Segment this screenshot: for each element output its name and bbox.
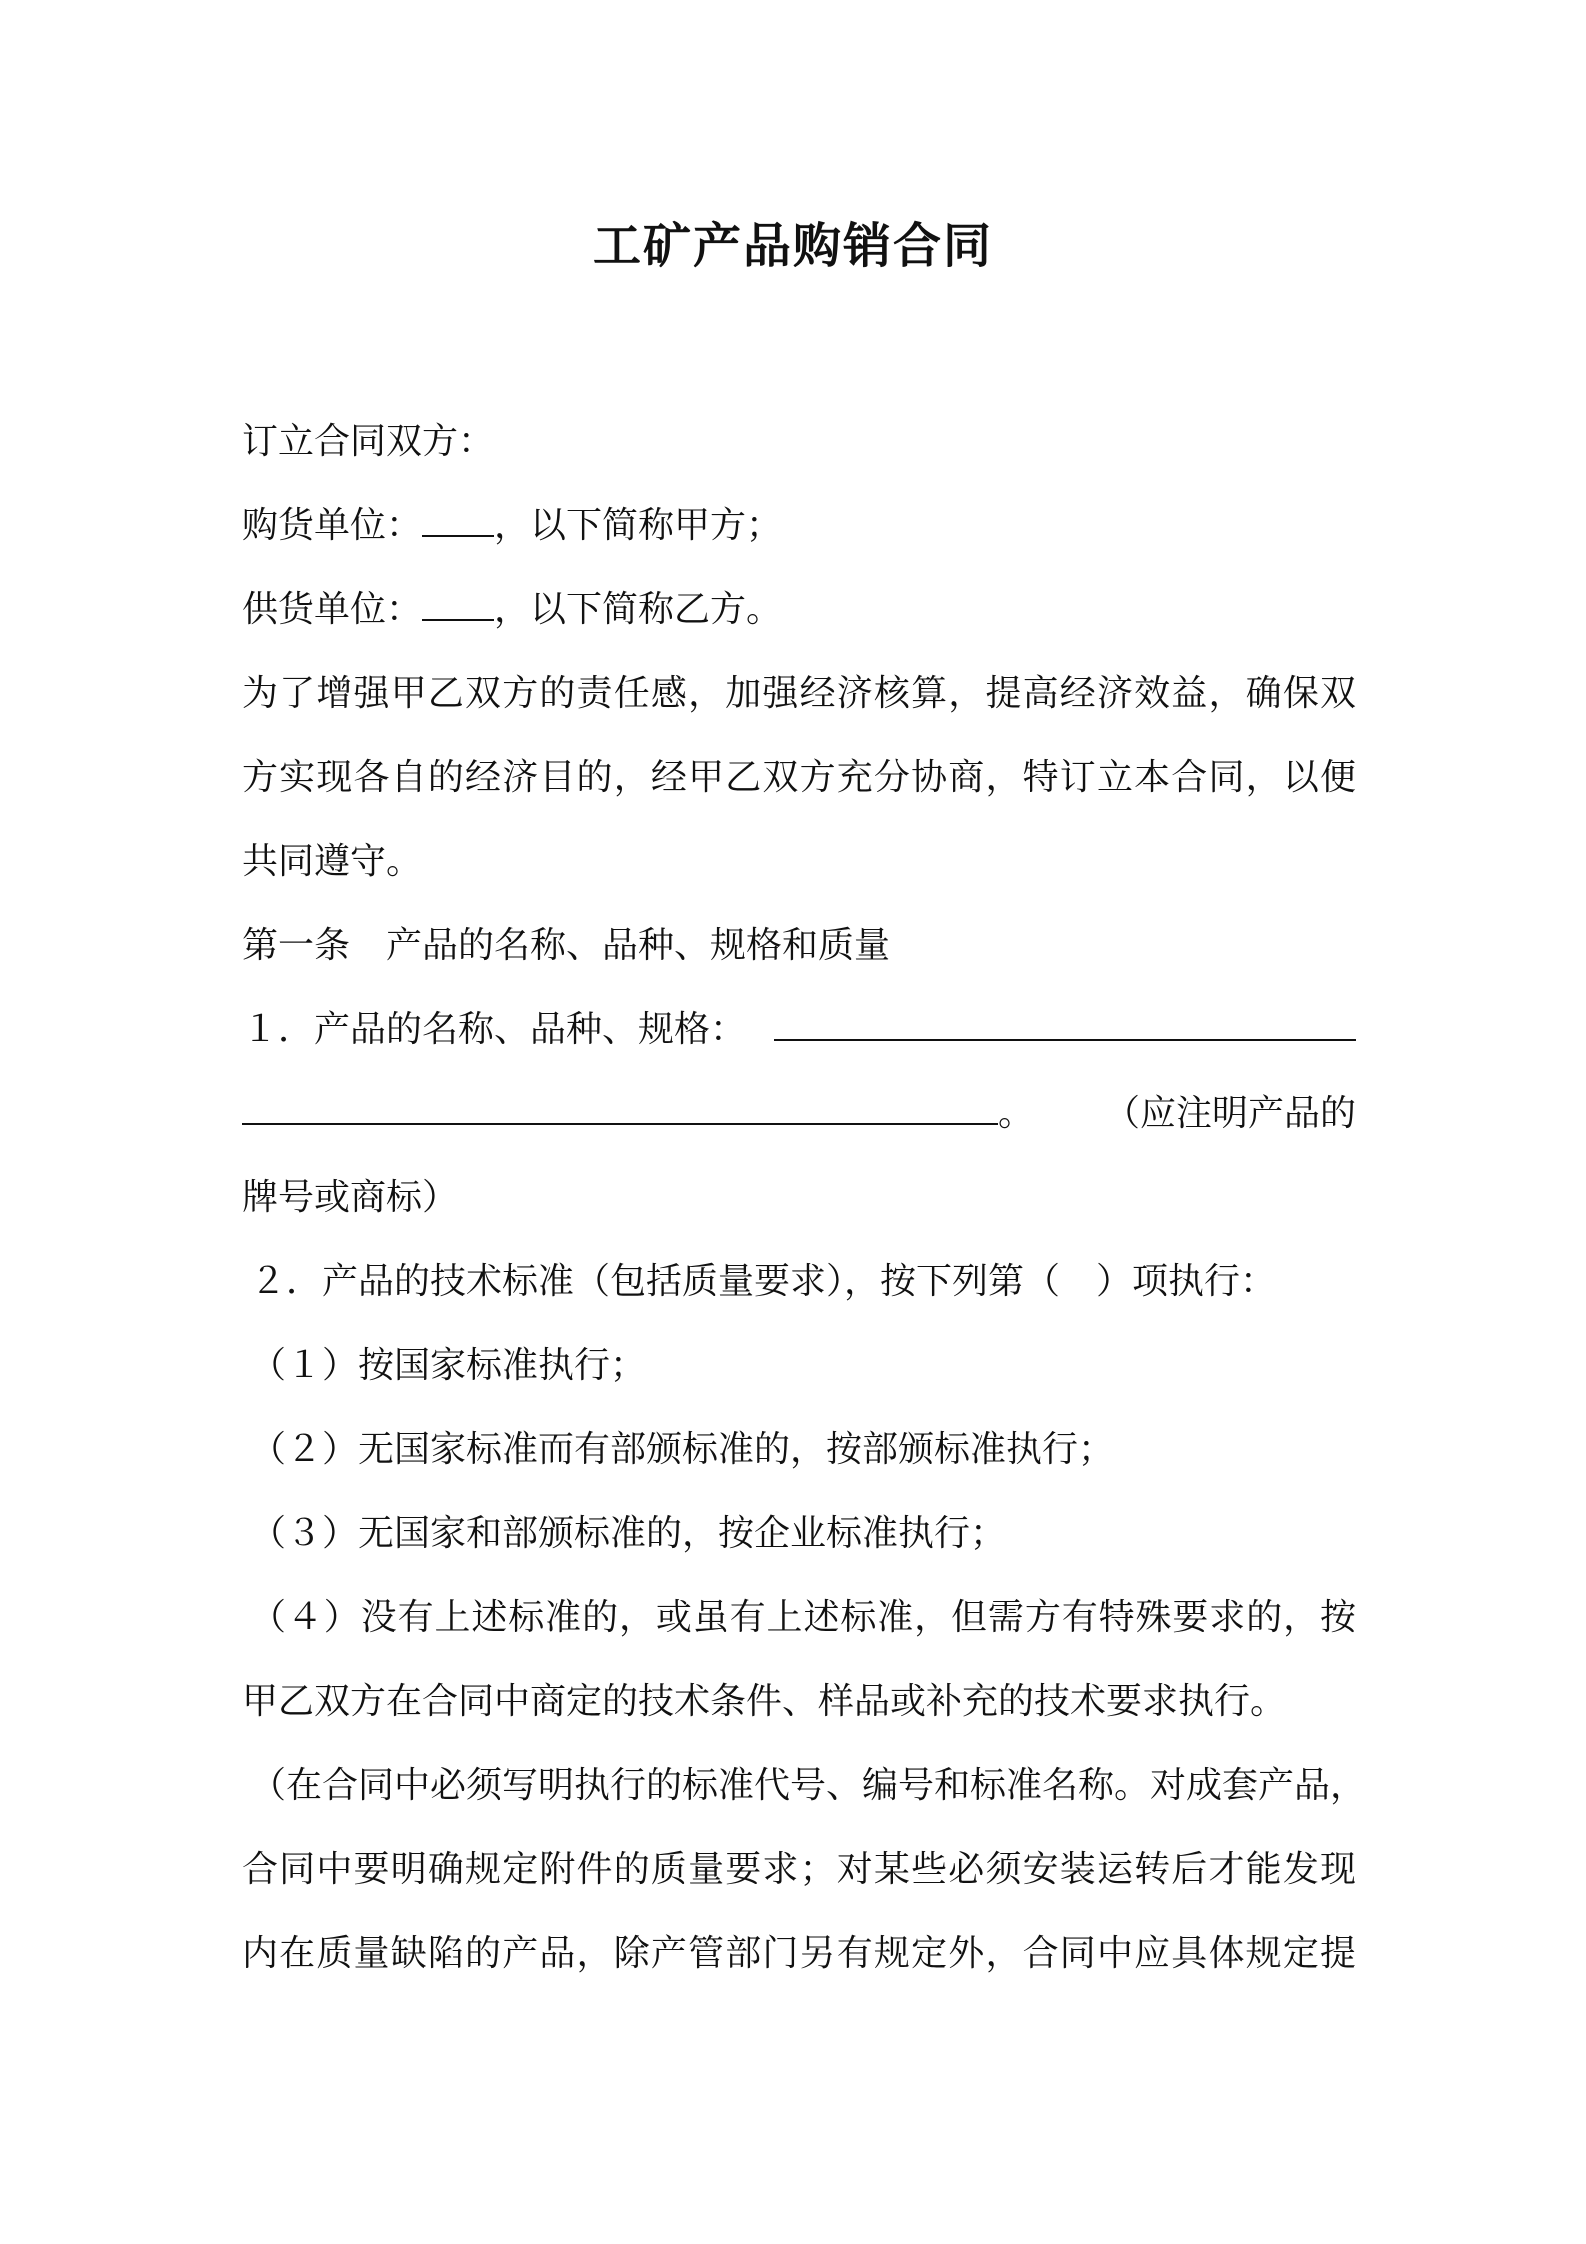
intro-line: 方实现各自的经济目的，经甲乙双方充分协商，特订立本合同，以便 [242, 757, 1356, 798]
seller-line [242, 568, 1356, 652]
item1-blank-2 [242, 1093, 998, 1125]
option4-line: （４）没有上述标准的，或虽有上述标准，但需方有特殊要求的，按 [250, 1597, 1356, 1638]
note-line: 合同中要明确规定附件的质量要求；对某些必须安装运转后才能发现 [242, 1849, 1356, 1890]
note-line: （在合同中必须写明执行的标准代号、编号和标准名称。对成套产品， [250, 1765, 1367, 1806]
option-item: （２）无国家标准而有部颁标准的，按部颁标准执行； [250, 1429, 1115, 1470]
article1-heading [242, 904, 1356, 988]
article1-title: 产品的名称、品种、规格和质量 [386, 925, 891, 966]
option-item: （１）按国家标准执行； [250, 1345, 647, 1386]
buyer-suffix: ，以下简称甲方； [494, 505, 783, 546]
article1-number: 第一条 [242, 925, 351, 966]
intro-line: 为了增强甲乙双方的责任感，加强经济核算，提高经济效益，确保双 [242, 673, 1356, 714]
parties-heading: 订立合同双方： [242, 421, 495, 462]
document-title: 工矿产品购销合同 [592, 218, 993, 274]
item1-line [242, 988, 1356, 1072]
item1-label: １．产品的名称、品种、规格： [242, 1009, 747, 1050]
seller-label: 供货单位： [242, 589, 423, 630]
item1-end: 。 [998, 1093, 1035, 1134]
intro-line: 共同遵守。 [242, 841, 423, 882]
document-body [242, 400, 1367, 1996]
item1-note-start: （应注明产品的 [1103, 1093, 1356, 1134]
buyer-label: 购货单位： [242, 505, 423, 546]
buyer-blank [422, 505, 494, 537]
seller-suffix: ，以下简称乙方。 [494, 589, 783, 630]
option-item: （３）无国家和部颁标准的，按企业标准执行； [250, 1513, 1007, 1554]
item1-blank [774, 1009, 1356, 1041]
item1-note-end: 牌号或商标） [242, 1177, 459, 1218]
note-line: 内在质量缺陷的产品，除产管部门另有规定外，合同中应具体规定提 [242, 1933, 1356, 1974]
item1-continuation [242, 1072, 1356, 1156]
buyer-line [242, 484, 1356, 568]
option4-line: 甲乙双方在合同中商定的技术条件、样品或补充的技术要求执行。 [242, 1681, 1287, 1722]
item2-line: ２．产品的技术标准（包括质量要求），按下列第（ ）项执行： [250, 1261, 1277, 1302]
seller-blank [422, 589, 494, 621]
